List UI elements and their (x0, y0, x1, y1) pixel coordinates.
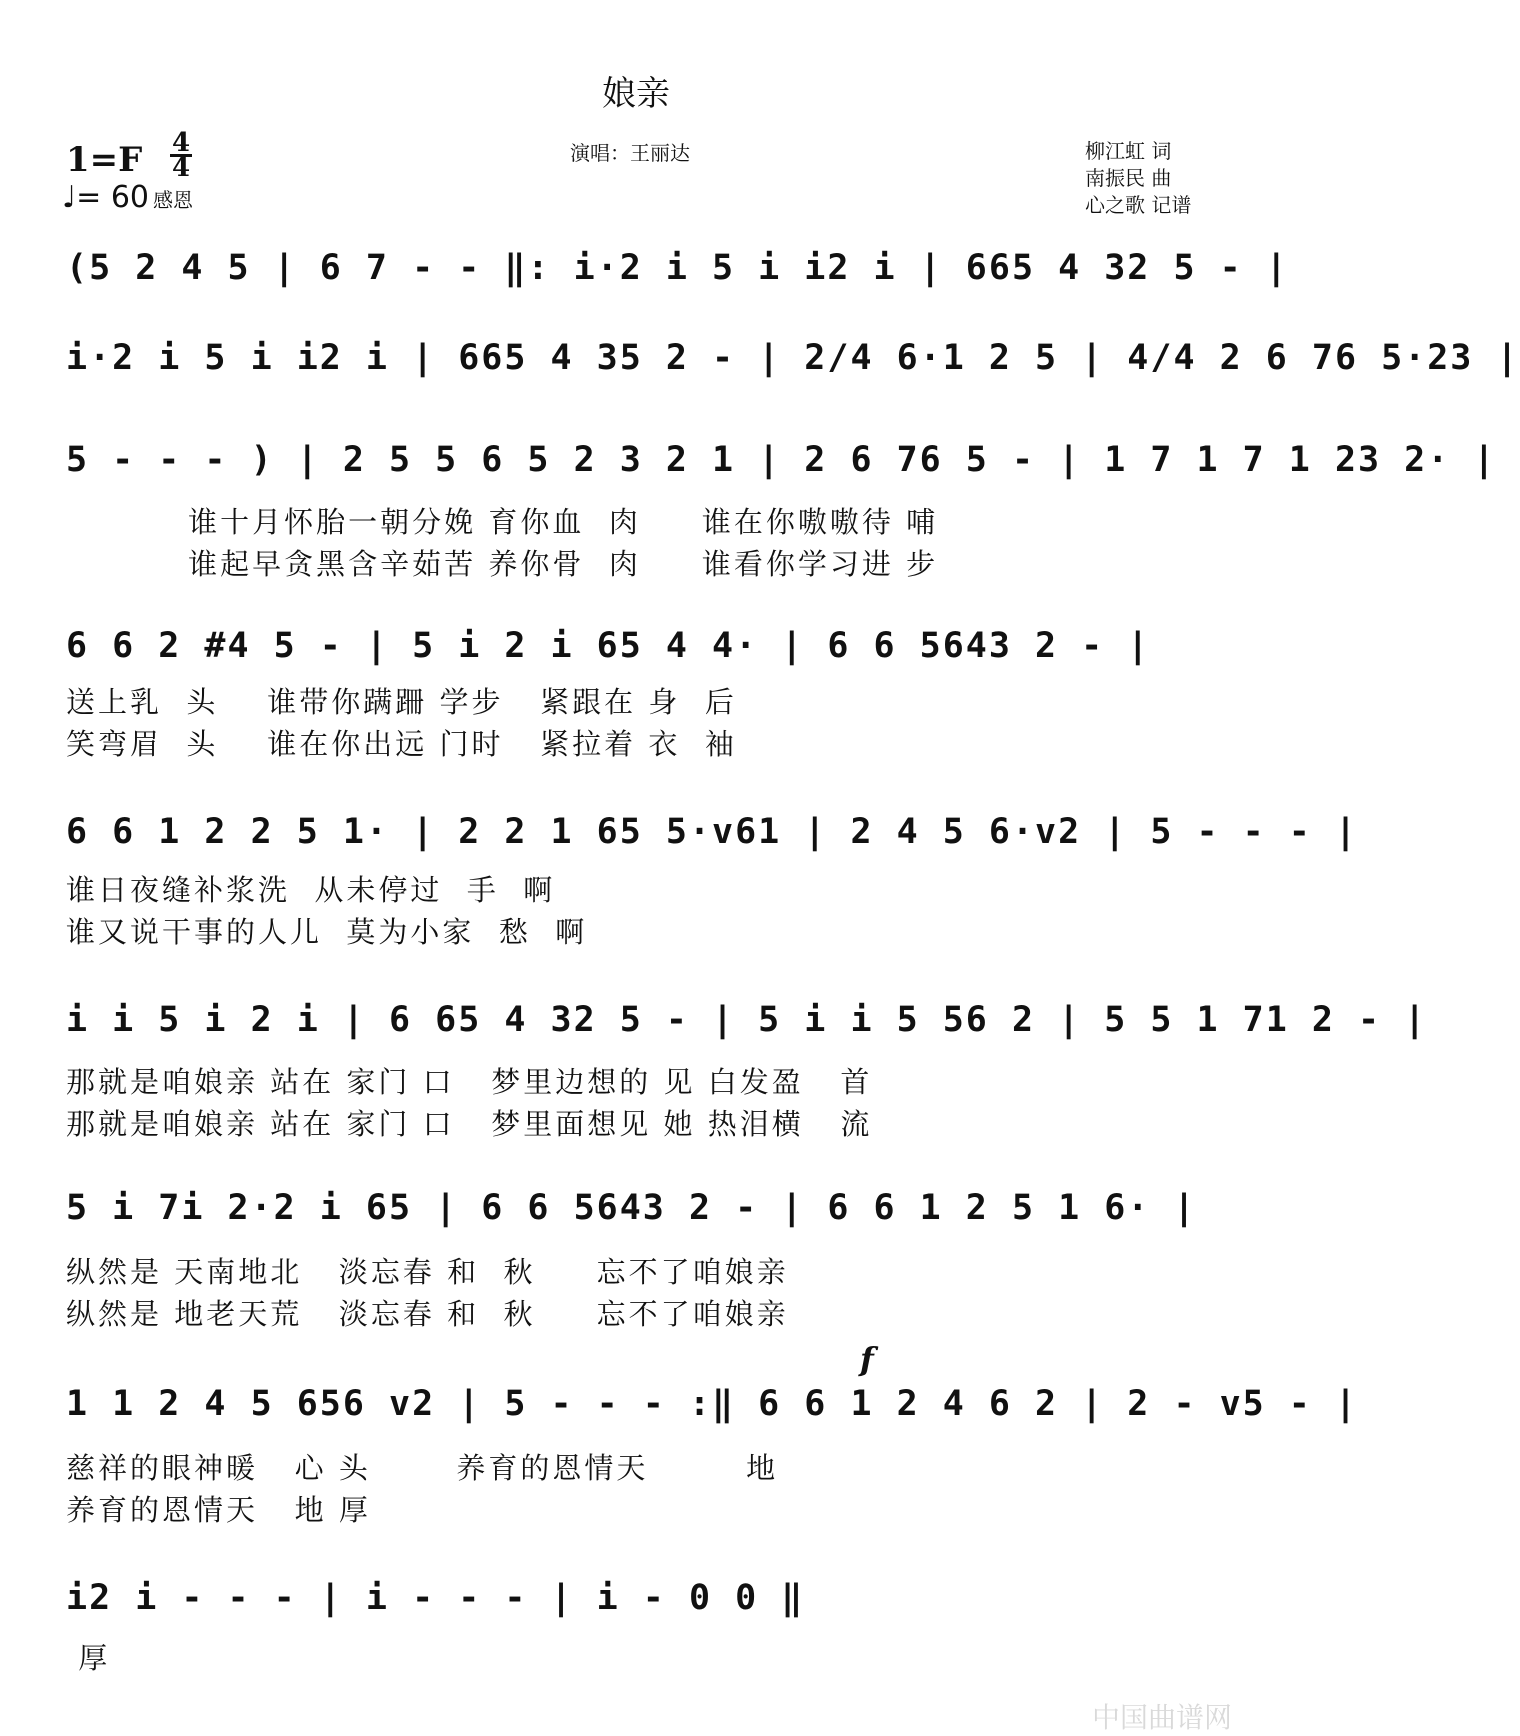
lyric-row-5-verse-2: 谁又说干事的人儿 莫为小家 愁 啊 (66, 915, 588, 949)
lyric-row-4-verse-2: 笑弯眉 头 谁在你出远 门时 紧拉着 衣 袖 (66, 727, 737, 761)
lyric-row-3-verse-2: 谁起早贪黑含辛茹苦 养你骨 肉 谁看你学习进 步 (66, 547, 939, 581)
notation-row-8: 1 1 2 4 5 656 v2 | 5 - - - :‖ 6 6 1 2 4 6 2 | 2 - v5 - | (66, 1384, 1359, 1424)
time-signature-bottom: 4 (171, 153, 191, 183)
key-signature: 1=F (66, 140, 143, 180)
notation-row-2: i·2 i 5 i i2 i | 665 4 35 2 - | 2/4 6·1 2 5 | 4/4 2 6 76 5·23 | (66, 338, 1520, 378)
notation-row-6: i i 5 i 2 i | 6 65 4 32 5 - | 5 i i 5 56 2 | 5 5 1 71 2 - | (66, 1000, 1428, 1040)
lyric-row-6-verse-1: 那就是咱娘亲 站在 家门 口 梦里边想的 见 白发盈 首 (66, 1065, 873, 1099)
lyric-row-7-verse-1: 纵然是 天南地北 淡忘春 和 秋 忘不了咱娘亲 (66, 1255, 789, 1289)
lyric-row-7-verse-2: 纵然是 地老天荒 淡忘春 和 秋 忘不了咱娘亲 (66, 1297, 789, 1331)
mood-marking: 感恩 (153, 188, 193, 212)
lyric-row-3-verse-1: 谁十月怀胎一朝分娩 育你血 肉 谁在你嗷嗷待 哺 (66, 505, 939, 539)
notation-row-4: 6 6 2 #4 5 - | 5 i 2 i 65 4 4· | 6 6 5643 2 - | (66, 626, 1151, 666)
lyric-row-8-verse-2: 养育的恩情天 地 厚 (66, 1493, 371, 1527)
lyric-row-4-verse-1: 送上乳 头 谁带你蹒跚 学步 紧跟在 身 后 (66, 685, 737, 719)
lyric-row-6-verse-2: 那就是咱娘亲 站在 家门 口 梦里面想见 她 热泪横 流 (66, 1107, 873, 1141)
notation-row-3: 5 - - - ) | 2 5 5 6 5 2 3 2 1 | 2 6 76 5 - | 1 7 1 7 1 23 2· | (66, 440, 1497, 480)
singer-credit: 演唱：王丽达 (570, 141, 690, 165)
credits (1085, 138, 1191, 219)
notation-row-5: 6 6 1 2 2 5 1· | 2 2 1 65 5·v61 | 2 4 5 6·v2 | 5 - - - | (66, 812, 1359, 852)
notation-row-1: (5 2 4 5 | 6 7 - - ‖: i·2 i 5 i i2 i | 665 4 32 5 - | (66, 248, 1289, 288)
tempo-marking (62, 180, 193, 215)
lyric-row-8-verse-1: 慈祥的眼神暖 心 头 养育的恩情天 地 (66, 1451, 779, 1485)
time-signature (170, 128, 192, 183)
lyric-row-9-verse-1: 厚 (66, 1641, 111, 1675)
song-title: 娘亲 (602, 74, 670, 114)
composer-credit: 南振民 曲 (1085, 166, 1172, 190)
notation-row-7: 5 i 7i 2·2 i 65 | 6 6 5643 2 - | 6 6 1 2 5 1 6· | (66, 1188, 1197, 1228)
notation-row-9: i2 i - - - | i - - - | i - 0 0 ‖ (66, 1578, 805, 1618)
time-signature-top: 4 (171, 128, 191, 158)
tempo-value: ♩= 60 (62, 180, 149, 215)
lyricist-credit: 柳江虹 词 (1085, 139, 1172, 163)
watermark: 中国曲谱网 (1091, 1701, 1232, 1734)
transcriber-credit: 心之歌 记谱 (1085, 193, 1192, 217)
lyric-row-5-verse-1: 谁日夜缝补浆洗 从未停过 手 啊 (66, 873, 556, 907)
dynamic-forte: f (860, 1340, 874, 1378)
